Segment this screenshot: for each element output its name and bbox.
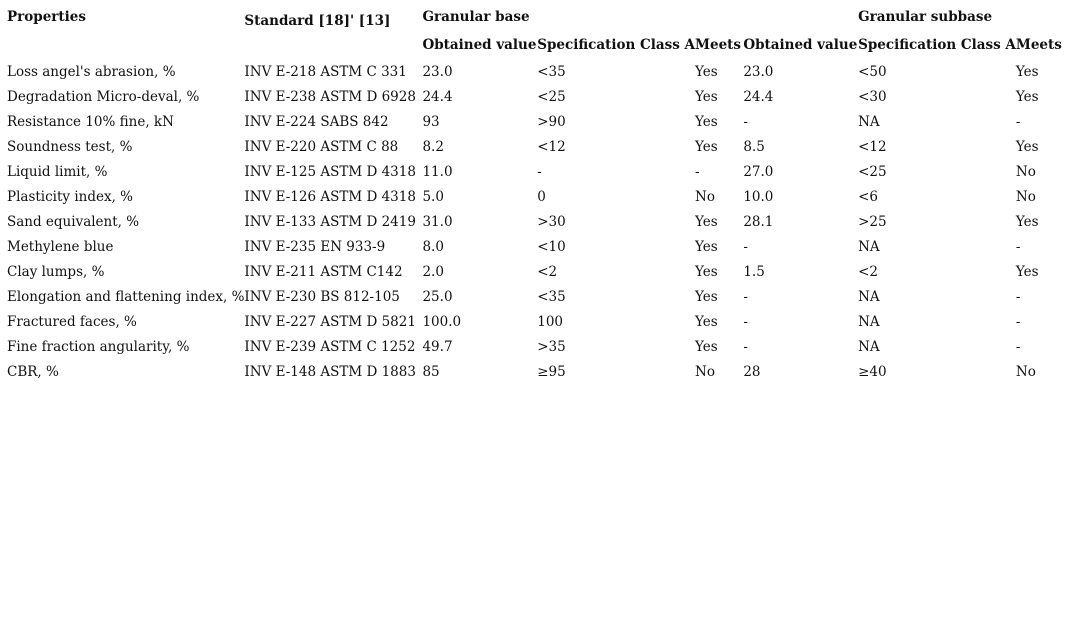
table-row <box>7 339 1065 364</box>
cell-base-obtained: 25.0 <box>422 289 453 305</box>
cell-subbase-obtained: - <box>743 314 748 330</box>
cell-base-meets: Yes <box>695 139 718 155</box>
cell-subbase-meets: - <box>1015 239 1021 255</box>
cell-base-meets: Yes <box>695 314 718 330</box>
cell-subbase-meets: - <box>1015 339 1021 355</box>
cell-property: Elongation and flattening index, % <box>7 289 245 305</box>
cell-base-meets: Yes <box>695 114 718 130</box>
cell-property: Resistance 10% fine, kN <box>7 114 174 130</box>
cell-base-spec: <12 <box>537 139 566 155</box>
cell-base-spec: <2 <box>537 264 558 280</box>
cell-base-meets: Yes <box>695 214 718 230</box>
cell-property: Clay lumps, % <box>7 264 105 280</box>
cell-standard: INV E-235 EN 933-9 <box>244 239 386 255</box>
cell-property: Plasticity index, % <box>7 189 134 205</box>
cell-standard: INV E-125 ASTM D 4318 <box>244 164 416 180</box>
cell-standard: INV E-227 ASTM D 5821 <box>244 314 416 330</box>
cell-standard: INV E-218 ASTM C 331 <box>244 64 407 80</box>
cell-base-meets: No <box>695 189 715 205</box>
cell-base-spec: 0 <box>537 189 546 205</box>
header-granular-subbase: Granular subbase <box>858 9 993 25</box>
cell-subbase-spec: <6 <box>858 189 878 205</box>
cell-base-obtained: 5.0 <box>422 189 444 205</box>
cell-standard: INV E-211 ASTM C142 <box>244 264 403 280</box>
cell-subbase-spec: >25 <box>858 214 887 230</box>
table-row <box>7 114 1065 139</box>
table-row <box>7 89 1065 114</box>
cell-subbase-spec: NA <box>858 239 880 255</box>
table-row <box>7 289 1065 314</box>
cell-property: CBR, % <box>7 364 59 380</box>
table-row <box>7 314 1065 339</box>
header-base-specification: Specification Class A <box>537 37 696 53</box>
cell-subbase-obtained: 10.0 <box>743 189 774 205</box>
header-subbase-obtained-value: Obtained value <box>743 37 858 53</box>
cell-standard: INV E-133 ASTM D 2419 <box>244 214 416 230</box>
cell-property: Methylene blue <box>7 239 114 255</box>
table-row <box>7 164 1065 189</box>
properties-table-container <box>7 9 1065 389</box>
cell-base-obtained: 8.0 <box>422 239 444 255</box>
cell-subbase-meets: Yes <box>1015 64 1039 80</box>
header-subbase-meets: Meets <box>1015 37 1062 53</box>
cell-subbase-meets: - <box>1015 114 1021 130</box>
cell-subbase-obtained: - <box>743 289 748 305</box>
cell-standard: INV E-239 ASTM C 1252 <box>244 339 416 355</box>
cell-subbase-spec: NA <box>858 114 880 130</box>
cell-subbase-obtained: - <box>743 239 748 255</box>
cell-base-meets: Yes <box>695 289 718 305</box>
table-header <box>7 9 1065 64</box>
cell-subbase-meets: No <box>1015 189 1036 205</box>
table-row <box>7 64 1065 89</box>
cell-subbase-spec: <30 <box>858 89 887 105</box>
properties-table <box>7 9 1065 389</box>
cell-base-spec: <10 <box>537 239 566 255</box>
cell-base-spec: >35 <box>537 339 566 355</box>
cell-subbase-spec: <50 <box>858 64 887 80</box>
cell-standard: INV E-230 BS 812-105 <box>244 289 400 305</box>
cell-subbase-spec: NA <box>858 289 880 305</box>
cell-standard: INV E-148 ASTM D 1883 <box>244 364 416 380</box>
cell-base-obtained: 93 <box>422 114 440 130</box>
cell-subbase-spec: <12 <box>858 139 887 155</box>
cell-subbase-obtained: 8.5 <box>743 139 765 155</box>
cell-base-spec: ≥95 <box>537 364 566 380</box>
cell-subbase-obtained: 28 <box>743 364 761 380</box>
cell-subbase-obtained: 1.5 <box>743 264 765 280</box>
header-spacer <box>743 9 858 37</box>
cell-subbase-meets: Yes <box>1015 214 1039 230</box>
cell-base-spec: <35 <box>537 289 566 305</box>
table-row <box>7 139 1065 164</box>
cell-base-obtained: 11.0 <box>422 164 453 180</box>
cell-base-obtained: 100.0 <box>422 314 462 330</box>
cell-property: Degradation Micro-deval, % <box>7 89 200 105</box>
table-row <box>7 189 1065 214</box>
cell-subbase-obtained: 28.1 <box>743 214 774 230</box>
cell-base-meets: No <box>695 364 715 380</box>
cell-subbase-meets: Yes <box>1015 89 1039 105</box>
table-body <box>7 64 1065 389</box>
cell-standard: INV E-238 ASTM D 6928 <box>244 89 416 105</box>
cell-subbase-obtained: 23.0 <box>743 64 774 80</box>
cell-base-meets: Yes <box>695 64 718 80</box>
cell-subbase-spec: NA <box>858 339 880 355</box>
cell-standard: INV E-224 SABS 842 <box>244 114 389 130</box>
header-subbase-specification: Specification Class A <box>858 37 1016 53</box>
cell-subbase-obtained: 24.4 <box>743 89 774 105</box>
cell-subbase-obtained: 27.0 <box>743 164 774 180</box>
cell-standard: INV E-126 ASTM D 4318 <box>244 189 416 205</box>
cell-base-meets: Yes <box>695 239 718 255</box>
cell-base-obtained: 24.4 <box>422 89 453 105</box>
cell-base-meets: Yes <box>695 339 718 355</box>
header-standard: Standard [18]' [13] <box>244 13 391 29</box>
table-row <box>7 264 1065 289</box>
cell-property: Fractured faces, % <box>7 314 137 330</box>
header-properties: Properties <box>7 9 86 25</box>
cell-base-spec: >30 <box>537 214 566 230</box>
cell-subbase-obtained: - <box>743 339 748 355</box>
cell-base-obtained: 49.7 <box>422 339 453 355</box>
cell-base-spec: <25 <box>537 89 566 105</box>
cell-subbase-meets: - <box>1015 314 1021 330</box>
cell-subbase-spec: NA <box>858 314 880 330</box>
cell-base-spec: 100 <box>537 314 564 330</box>
cell-base-obtained: 23.0 <box>422 64 453 80</box>
cell-property: Soundness test, % <box>7 139 133 155</box>
cell-subbase-meets: Yes <box>1015 139 1039 155</box>
cell-base-obtained: 2.0 <box>422 264 444 280</box>
cell-property: Sand equivalent, % <box>7 214 140 230</box>
table-row <box>7 239 1065 264</box>
header-base-obtained-value: Obtained value <box>422 37 537 53</box>
table-row <box>7 364 1065 389</box>
cell-subbase-obtained: - <box>743 114 748 130</box>
cell-standard: INV E-220 ASTM C 88 <box>244 139 399 155</box>
cell-subbase-meets: Yes <box>1015 264 1039 280</box>
cell-base-obtained: 8.2 <box>422 139 444 155</box>
cell-subbase-meets: - <box>1015 289 1021 305</box>
cell-base-spec: - <box>537 164 542 180</box>
header-row-groups <box>7 9 1065 37</box>
cell-subbase-spec: ≥40 <box>858 364 887 380</box>
cell-base-meets: - <box>695 164 700 180</box>
header-base-meets: Meets <box>695 37 741 53</box>
cell-base-obtained: 31.0 <box>422 214 453 230</box>
table-row <box>7 214 1065 239</box>
cell-base-meets: Yes <box>695 89 718 105</box>
cell-subbase-spec: <25 <box>858 164 887 180</box>
cell-base-spec: >90 <box>537 114 566 130</box>
cell-property: Liquid limit, % <box>7 164 108 180</box>
header-granular-base: Granular base <box>422 9 530 25</box>
cell-subbase-spec: <2 <box>858 264 878 280</box>
cell-base-spec: <35 <box>537 64 566 80</box>
cell-subbase-meets: No <box>1015 364 1036 380</box>
cell-property: Loss angel's abrasion, % <box>7 64 176 80</box>
cell-base-meets: Yes <box>695 264 718 280</box>
cell-subbase-meets: No <box>1015 164 1036 180</box>
cell-property: Fine fraction angularity, % <box>7 339 190 355</box>
cell-base-obtained: 85 <box>422 364 440 380</box>
